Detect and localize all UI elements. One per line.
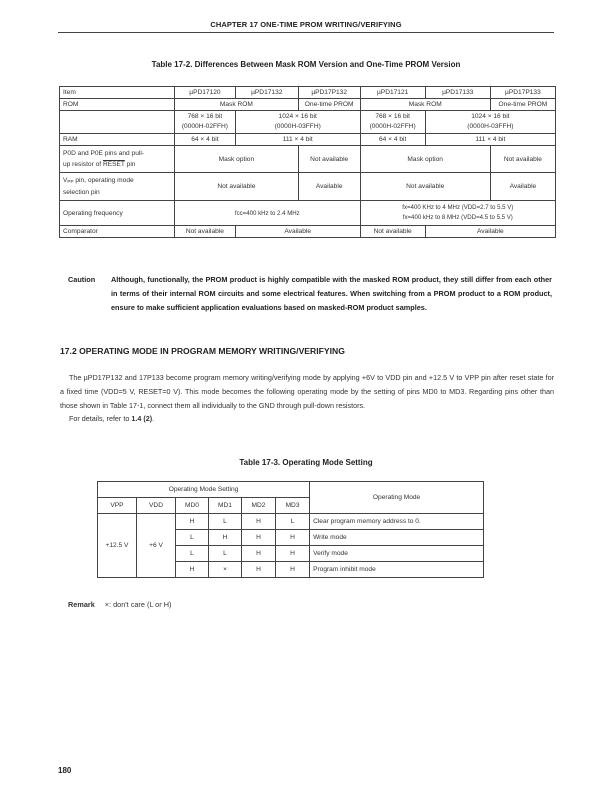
md0-cell: L (176, 546, 209, 562)
rom-mask-1: Mask ROM (175, 99, 299, 111)
header-pd17133: µPD17133 (425, 87, 490, 99)
reference-text: For details, refer to (69, 414, 132, 424)
comp-v3: Not available (360, 226, 425, 238)
cell-text: (0000H-03FFH) (467, 123, 514, 130)
rom-size-d (425, 111, 555, 134)
vpp-label (60, 173, 175, 201)
paragraph-text: The µPD17P132 and 17P133 become program memory writing/verifying mode by applying +6V to VDD pin and +12.5 V to VPP pin after reset state for a fixed time (VDD=5 V, RESET=0 V). This mode becomes the following operating mode by the setting of pins MD0 to MD3. Regarding pins other than those shown in Table 17-1, connect them all individually to the GND through pull-down resistors. (60, 373, 554, 410)
paragraph-reference (60, 412, 554, 426)
header-pd17121: µPD17121 (360, 87, 425, 99)
group-header: Operating Mode Setting (98, 482, 310, 498)
vpp-v3: Not available (360, 173, 490, 201)
table-row (60, 111, 556, 134)
table-row (60, 173, 556, 201)
cell-text: pin (124, 161, 136, 168)
rom-otp-1: One-time PROM (298, 99, 360, 111)
section-title: 17.2 OPERATING MODE IN PROGRAM MEMORY WRITING/VERIFYING (60, 346, 345, 356)
md1-cell: L (209, 514, 242, 530)
mode-cell: Program inhibit mode (310, 562, 484, 578)
page-number: 180 (58, 766, 72, 775)
vpp-v2: Available (298, 173, 360, 201)
cell-text: fx=400 kHz to 8 MHz (VDD=4.5 to 5.5 V) (402, 214, 513, 221)
col-md2: MD2 (242, 498, 276, 514)
md3-cell: H (276, 546, 310, 562)
cell-text: P0D and P0E pins and pull- (63, 150, 145, 157)
rom-differences-table (59, 86, 556, 238)
reference-text: . (152, 414, 155, 424)
reference-link: 1.4 (2) (131, 414, 153, 424)
table-row (98, 514, 484, 530)
vdd-value: +6 V (137, 514, 176, 578)
md0-cell: L (176, 530, 209, 546)
caution-label: Caution (68, 275, 96, 284)
header-pd17120: µPD17120 (175, 87, 236, 99)
cell-text: (0000H-02FFH) (181, 123, 228, 130)
table-row (60, 146, 556, 173)
md3-cell: H (276, 530, 310, 546)
ram-label: RAM (60, 134, 175, 146)
md3-cell: L (276, 514, 310, 530)
ram-v3: 64 × 4 bit (360, 134, 425, 146)
md2-cell: H (242, 546, 276, 562)
remark-text: ×: don't care (L or H) (104, 600, 172, 609)
table1-caption: Table 17-2. Differences Between Mask ROM Version and One-Time PROM Version (151, 60, 461, 69)
reset-overline-text: RESET (102, 161, 125, 168)
cell-text: 768 × 16 bit (187, 113, 223, 120)
cell-text: 768 × 16 bit (375, 113, 410, 120)
comp-label: Comparator (60, 226, 175, 238)
rom-mask-2: Mask ROM (360, 99, 490, 111)
rom-size-a (175, 111, 236, 134)
cell-text: 1024 × 16 bit (471, 113, 510, 120)
table2-caption: Table 17-3. Operating Mode Setting (239, 458, 373, 467)
pullup-v4: Not available (490, 146, 555, 173)
vpp-v4: Available (490, 173, 555, 201)
cell-text: pin, operating mode (73, 177, 134, 184)
operating-mode-table (97, 481, 484, 578)
freq-label: Operating frequency (60, 201, 175, 226)
md1-cell: H (209, 530, 242, 546)
cell-text: selection pin (63, 189, 100, 196)
pullup-v3: Mask option (360, 146, 490, 173)
ram-v1: 64 × 4 bit (175, 134, 236, 146)
cell-text: (0000H-03FFH) (274, 123, 321, 130)
pullup-v1: Mask option (175, 146, 299, 173)
mode-cell: Write mode (310, 530, 484, 546)
md2-cell: H (242, 562, 276, 578)
vpp-v1: Not available (175, 173, 299, 201)
comp-v2: Available (235, 226, 360, 238)
cell-text: V (63, 177, 68, 184)
mode-header: Operating Mode (310, 482, 484, 514)
pullup-label (60, 146, 175, 173)
col-md0: MD0 (176, 498, 209, 514)
comp-v1: Not available (175, 226, 236, 238)
freq-v1: fcc=400 kHz to 2.4 MHz (175, 201, 361, 226)
rom-label: ROM (60, 99, 175, 111)
caution-block (60, 273, 552, 316)
mode-cell: Verify mode (310, 546, 484, 562)
md0-cell: H (176, 562, 209, 578)
table-row (60, 134, 556, 146)
cell-text: PP (67, 179, 74, 184)
header-pd17p133: µPD17P133 (490, 87, 555, 99)
table-row (60, 99, 556, 111)
table-header-row (60, 87, 556, 99)
mode-cell: Clear program memory address to 0. (310, 514, 484, 530)
cell-text: (0000H-02FFH) (369, 123, 416, 130)
ram-v4: 111 × 4 bit (425, 134, 555, 146)
comp-v4: Available (425, 226, 555, 238)
cell-text: fx=400 KHz to 4 MHz (VDD=2.7 to 5.5 V) (402, 203, 514, 211)
body-paragraph (60, 371, 554, 426)
freq-v2 (360, 201, 555, 226)
ram-v2: 111 × 4 bit (235, 134, 360, 146)
col-vpp: VPP (98, 498, 137, 514)
md2-cell: H (242, 514, 276, 530)
pullup-v2: Not available (298, 146, 360, 173)
remark-label: Remark (68, 600, 95, 609)
table-row (60, 201, 556, 226)
caution-text: Although, functionally, the PROM product is highly compatible with the masked ROM product, they still differ from each other in terms of their internal ROM circuits and some electrical features. When switching from a PROM product to a ROM product, ensure to make sufficient application evaluations based on masked-ROM product samples. (111, 275, 552, 313)
header-item: Item (60, 87, 175, 99)
rom-size-b (235, 111, 360, 134)
md3-cell: H (276, 562, 310, 578)
cell-text: up resistor of (63, 161, 103, 168)
remark (68, 600, 171, 609)
md1-cell: L (209, 546, 242, 562)
table-header-row (98, 482, 484, 498)
header-pd17p132: µPD17P132 (298, 87, 360, 99)
header-rule (58, 32, 554, 33)
chapter-header: CHAPTER 17 ONE-TIME PROM WRITING/VERIFYING (210, 20, 402, 29)
md2-cell: H (242, 530, 276, 546)
rom-size-label (60, 111, 175, 134)
rom-size-c (360, 111, 425, 134)
table-row (60, 226, 556, 238)
col-md1: MD1 (209, 498, 242, 514)
cell-text: 1024 × 16 bit (278, 113, 317, 120)
md1-cell: × (209, 562, 242, 578)
col-md3: MD3 (276, 498, 310, 514)
rom-otp-2: One-time PROM (490, 99, 555, 111)
header-pd17132: µPD17132 (235, 87, 298, 99)
col-vdd: VDD (137, 498, 176, 514)
vpp-value: +12.5 V (98, 514, 137, 578)
md0-cell: H (176, 514, 209, 530)
